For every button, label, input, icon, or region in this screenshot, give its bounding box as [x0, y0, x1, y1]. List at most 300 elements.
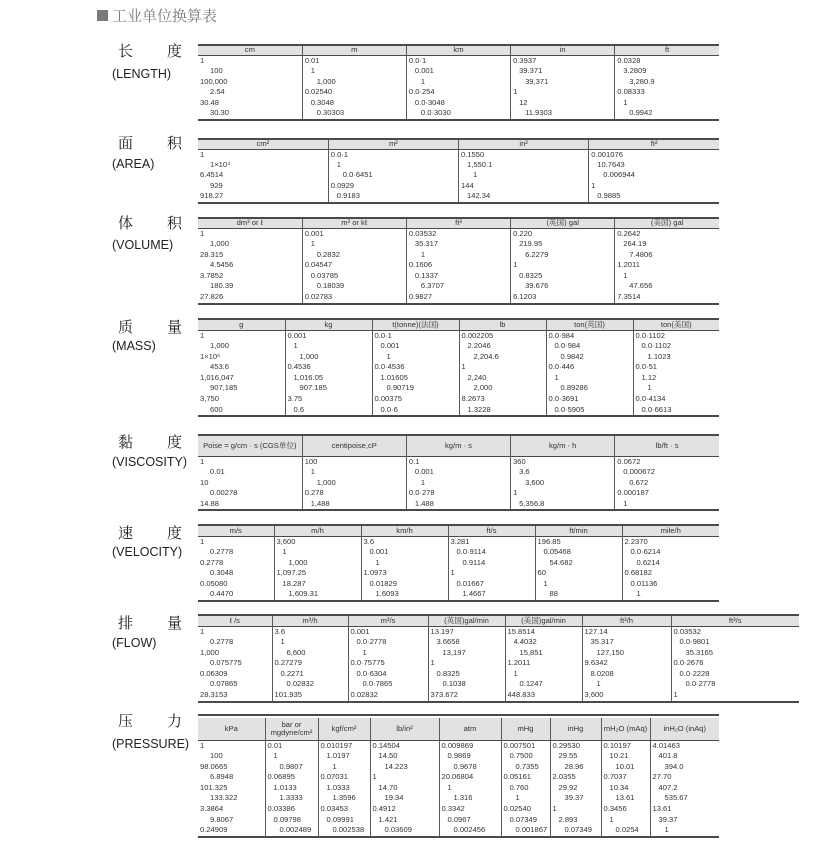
- area-column-header: ft²: [589, 139, 719, 149]
- mass-column-header: ton(美国): [633, 319, 719, 330]
- velocity-column-header: m/s: [198, 525, 274, 536]
- length-table-cell: 100: [210, 66, 223, 76]
- area-table-cell: 0.006944: [589, 170, 719, 180]
- flow-table-cell: 0.03532: [671, 626, 799, 637]
- flow-table-cell: 4.4032: [505, 637, 582, 648]
- viscosity-table-cell: 0.000672: [615, 467, 719, 478]
- mass-table-cell: 3,750: [200, 394, 220, 404]
- area-label-cn-char: 面: [118, 134, 134, 152]
- velocity-table-cell: 0.68182: [622, 568, 719, 579]
- pressure-column-header: lb/in²: [370, 718, 439, 740]
- viscosity-table-cell: 1.488: [406, 499, 510, 511]
- viscosity-table-cell: 5,356.8: [511, 499, 615, 511]
- mass-table-row: [198, 341, 719, 352]
- mass-table-cell: 1,000: [285, 352, 372, 363]
- pressure-table-cell: 0.7500: [501, 751, 550, 762]
- mass-table-cell: 453.6: [210, 362, 230, 372]
- mass-table-row: [198, 383, 719, 394]
- flow-table-cell: 3.6658: [428, 637, 505, 648]
- mass-column-header: lb: [459, 319, 546, 330]
- mass-label-cn-char: 量: [166, 318, 182, 336]
- pressure-table-cell: 0.10197: [601, 740, 650, 751]
- pressure-label-en: (PRESSURE): [112, 737, 190, 751]
- velocity-table-cell: 1: [448, 568, 535, 579]
- mass-table-cell: 0.4536: [285, 362, 372, 373]
- volume-table-cell: 6.1203: [511, 292, 615, 304]
- pressure-table-cell: 0.3342: [439, 804, 501, 815]
- length-label-cn-char: 长: [118, 42, 134, 60]
- viscosity-table-cell: 1: [406, 478, 510, 489]
- pressure-column-header: kgf/cm²: [318, 718, 370, 740]
- area-table-cell: 0.0·6451: [328, 170, 458, 180]
- velocity-table-cell: 1,000: [274, 558, 361, 569]
- velocity-table-cell: 0.05080: [200, 578, 228, 588]
- viscosity-column-header: centipoise,cP: [302, 435, 406, 456]
- page-title: [97, 5, 217, 26]
- flow-table-cell: 0.02832: [348, 690, 428, 702]
- area-table-row: [198, 160, 719, 170]
- length-table-cell: 39.371: [511, 66, 615, 77]
- mass-table-cell: 0.0·1102: [633, 341, 719, 352]
- flow-table-row: [198, 658, 799, 669]
- velocity-table-cell: 0.6214: [622, 558, 719, 569]
- pressure-table-cell: 14.223: [370, 762, 439, 773]
- mass-table-cell: 0.89286: [546, 383, 633, 394]
- pressure-table-cell: 1: [318, 762, 370, 773]
- velocity-table-cell: 0.9114: [448, 558, 535, 569]
- pressure-table: [198, 718, 719, 838]
- flow-table-cell: 0.0·2778: [671, 679, 799, 690]
- flow-table-cell: 0.0·7865: [348, 679, 428, 690]
- flow-label-cn: [118, 612, 182, 633]
- length-table-cell: 100,000: [200, 76, 228, 86]
- title-square-icon: [97, 10, 108, 21]
- viscosity-table: [198, 434, 719, 511]
- flow-table-cell: 1,000: [200, 647, 220, 657]
- volume-table-cell: 39.676: [511, 281, 615, 292]
- pressure-table-cell: 0.06895: [265, 772, 318, 783]
- length-column-header: ft: [615, 45, 719, 55]
- viscosity-table-cell: 1: [200, 456, 205, 466]
- volume-table-cell: 47.656: [615, 281, 719, 292]
- area-table-cell: 929: [210, 180, 223, 190]
- area-table-cell: 0.0·1: [328, 149, 458, 160]
- volume-table-cell: 35.317: [406, 239, 510, 250]
- pressure-table-cell: 39.37: [550, 793, 601, 804]
- pressure-table-cell: 0.24909: [200, 825, 228, 835]
- pressure-table-cell: 1.316: [439, 793, 501, 804]
- viscosity-column-header: Poise = g/cm · s (CGS单位): [198, 435, 302, 456]
- pressure-table-cell: 2.893: [550, 815, 601, 826]
- velocity-table-cell: 1: [535, 579, 622, 590]
- area-table-row: [198, 170, 719, 180]
- mass-column-header: kg: [285, 319, 372, 330]
- pressure-table-cell: 0.03609: [370, 825, 439, 837]
- volume-table-row: [198, 239, 719, 250]
- flow-table-row: [198, 626, 799, 637]
- pressure-table-cell: 0.0254: [601, 825, 650, 837]
- length-table-cell: 0.08333: [615, 87, 719, 98]
- area-label-cn-char: 积: [166, 134, 182, 152]
- velocity-table-row: [198, 558, 719, 569]
- volume-table-cell: 1: [302, 239, 406, 250]
- flow-table-cell: 0.001: [348, 626, 428, 637]
- length-table-cell: 39,371: [511, 77, 615, 88]
- mass-table-cell: 1: [459, 362, 546, 373]
- viscosity-table-cell: 3,600: [511, 478, 615, 489]
- length-table-cell: 0.3048: [302, 98, 406, 109]
- mass-table-cell: 0.001: [285, 330, 372, 341]
- volume-table: [198, 217, 719, 305]
- area-label-cn: [118, 132, 182, 153]
- flow-table-row: [198, 679, 799, 690]
- viscosity-column-header: kg/m · h: [511, 435, 615, 456]
- flow-table-cell: 1: [272, 637, 348, 648]
- length-column-header: m: [302, 45, 406, 55]
- volume-table-cell: 0.1606: [406, 260, 510, 271]
- mass-table-cell: 1.12: [633, 373, 719, 384]
- mass-label-cn: [118, 316, 182, 337]
- flow-table-cell: 3,600: [582, 690, 671, 702]
- volume-column-header: (美国) gal: [615, 218, 719, 228]
- pressure-table-cell: 0.7037: [601, 772, 650, 783]
- area-table-row: [198, 149, 719, 160]
- volume-table-cell: 219.95: [511, 239, 615, 250]
- pressure-table-cell: 6.8948: [210, 772, 234, 782]
- length-table-cell: 3,280.9: [615, 77, 719, 88]
- length-column-header: cm: [198, 45, 302, 55]
- flow-column-header: ℓ /s: [198, 615, 272, 626]
- length-table-cell: 0.001: [406, 66, 510, 77]
- volume-table-row: [198, 271, 719, 282]
- pressure-table-cell: 1: [265, 751, 318, 762]
- flow-table-row: [198, 648, 799, 659]
- length-column-header: in: [511, 45, 615, 55]
- pressure-table-cell: 0.01: [265, 740, 318, 751]
- pressure-table-cell: 14.50: [370, 751, 439, 762]
- velocity-table-row: [198, 536, 719, 547]
- mass-table-cell: 0.0·446: [546, 362, 633, 373]
- mass-table-row: [198, 352, 719, 363]
- flow-column-header: m³/h: [272, 615, 348, 626]
- mass-label-cn-char: 质: [118, 318, 134, 336]
- pressure-table-cell: 0.07349: [501, 815, 550, 826]
- pressure-table-cell: 0.007501: [501, 740, 550, 751]
- volume-label-cn: [118, 212, 182, 233]
- pressure-table-cell: 0.760: [501, 783, 550, 794]
- pressure-table-cell: 0.14504: [370, 740, 439, 751]
- volume-table-cell: 6.3707: [406, 281, 510, 292]
- pressure-table-cell: 1.0197: [318, 751, 370, 762]
- length-table-row: [198, 87, 719, 98]
- volume-table-row: [198, 250, 719, 261]
- mass-table-cell: 1.3228: [459, 405, 546, 417]
- viscosity-table-row: [198, 499, 719, 511]
- length-table-cell: 30.30: [210, 108, 230, 118]
- length-table-row: [198, 108, 719, 120]
- mass-table-cell: 2,240: [459, 373, 546, 384]
- mass-table-cell: 2.2046: [459, 341, 546, 352]
- area-table: [198, 138, 719, 204]
- mass-label-en: (MASS): [112, 339, 156, 353]
- mass-table-cell: 0.0·984: [546, 330, 633, 341]
- flow-table-cell: 6,600: [272, 648, 348, 659]
- pressure-table-cell: 1: [550, 804, 601, 815]
- length-table-cell: 0.02540: [302, 87, 406, 98]
- pressure-table-cell: 3.3864: [200, 804, 224, 814]
- flow-table-cell: 127.14: [582, 626, 671, 637]
- mass-table-cell: 0.9842: [546, 352, 633, 363]
- mass-table-cell: 0.00375: [372, 394, 459, 405]
- area-table-cell: 144: [459, 181, 589, 191]
- mass-table-cell: 0.90719: [372, 383, 459, 394]
- mass-table: [198, 318, 719, 417]
- pressure-table-cell: 27.70: [650, 772, 719, 783]
- flow-table-cell: 13.197: [428, 626, 505, 637]
- flow-table-cell: 0.0·6304: [348, 669, 428, 680]
- volume-column-header: ft³: [406, 218, 510, 228]
- volume-table-cell: 0.03785: [302, 271, 406, 282]
- flow-table-cell: 1: [348, 648, 428, 659]
- mass-table-row: [198, 405, 719, 417]
- pressure-table-row: [198, 762, 719, 773]
- volume-table-cell: 28.315: [200, 249, 224, 259]
- mass-column-header: g: [198, 319, 285, 330]
- volume-table-cell: 7.4806: [615, 250, 719, 261]
- mass-table-cell: 1: [372, 352, 459, 363]
- length-table-row: [198, 98, 719, 109]
- pressure-label-cn-char: 力: [166, 712, 182, 730]
- volume-column-header: m³ or kℓ: [302, 218, 406, 228]
- volume-table-cell: 0.220: [511, 228, 615, 239]
- pressure-table-cell: 0.09798: [265, 815, 318, 826]
- pressure-table-row: [198, 804, 719, 815]
- length-table-row: [198, 55, 719, 66]
- flow-table-cell: 0.1247: [505, 679, 582, 690]
- length-label-cn-char: 度: [166, 42, 182, 60]
- velocity-label-cn-char: 度: [166, 524, 182, 542]
- length-table-cell: 0.30303: [302, 108, 406, 120]
- length-table-cell: 2.54: [210, 87, 225, 97]
- velocity-column-header: ft/min: [535, 525, 622, 536]
- volume-table-cell: 6.2279: [511, 250, 615, 261]
- mass-table-cell: 0.0·6613: [633, 405, 719, 417]
- pressure-table-cell: 0.001867: [501, 825, 550, 837]
- volume-table-cell: 180.39: [210, 281, 234, 291]
- velocity-table-cell: 54.682: [535, 558, 622, 569]
- viscosity-table-cell: 0.1: [406, 456, 510, 467]
- length-table-cell: 30.48: [200, 97, 220, 107]
- pressure-table-cell: 1: [439, 783, 501, 794]
- velocity-label-cn-char: 速: [118, 524, 134, 542]
- volume-label-en: (VOLUME): [112, 238, 174, 252]
- mass-table-cell: 2,000: [459, 383, 546, 394]
- pressure-column-header: inH₂O (inAq): [650, 718, 719, 740]
- flow-table-cell: 0.27279: [272, 658, 348, 669]
- pressure-table-cell: 39.37: [650, 815, 719, 826]
- flow-label-cn-char: 排: [118, 614, 134, 632]
- mass-table-cell: 907.185: [285, 383, 372, 394]
- volume-table-row: [198, 228, 719, 239]
- pressure-table-cell: 1.3596: [318, 793, 370, 804]
- velocity-column-header: m/h: [274, 525, 361, 536]
- area-table-cell: 0.9183: [328, 191, 458, 202]
- pressure-table-cell: 0.4912: [370, 804, 439, 815]
- velocity-table-cell: 0.2778: [200, 557, 224, 567]
- velocity-table-cell: 3.6: [361, 536, 448, 547]
- area-label-en: (AREA): [112, 157, 155, 171]
- pressure-table-cell: 535.67: [650, 793, 719, 804]
- pressure-table-cell: 0.07031: [318, 772, 370, 783]
- pressure-table-cell: 1.3333: [265, 793, 318, 804]
- length-table-cell: 11.9303: [511, 108, 615, 120]
- volume-table-cell: 1: [615, 271, 719, 282]
- volume-table-cell: 0.2642: [615, 228, 719, 239]
- velocity-table-cell: 0.001: [361, 547, 448, 558]
- velocity-table-cell: 1,097.25: [274, 568, 361, 579]
- flow-table-cell: 8.0208: [582, 669, 671, 680]
- pressure-table-cell: 0.7355: [501, 762, 550, 773]
- velocity-column-header: ft/s: [448, 525, 535, 536]
- volume-table-cell: 1,000: [210, 239, 230, 249]
- volume-table-cell: 0.001: [302, 228, 406, 239]
- length-table-row: [198, 66, 719, 77]
- mass-table-cell: 0.0·4536: [372, 362, 459, 373]
- flow-table-cell: 1: [505, 669, 582, 680]
- velocity-table-cell: 0.05468: [535, 547, 622, 558]
- velocity-table-cell: 18.287: [274, 579, 361, 590]
- volume-table-row: [198, 281, 719, 292]
- viscosity-table-row: [198, 478, 719, 489]
- pressure-table-row: [198, 783, 719, 794]
- velocity-table-cell: 1,609.31: [274, 589, 361, 601]
- viscosity-label-cn-char: 黏: [118, 433, 134, 451]
- pressure-column-header: mH₂O (mAq): [601, 718, 650, 740]
- viscosity-table-cell: 0.278: [302, 488, 406, 499]
- mass-table-row: [198, 373, 719, 384]
- flow-table: [198, 614, 799, 703]
- flow-column-header: ft³/s: [671, 615, 799, 626]
- length-table-cell: 1: [200, 55, 205, 65]
- pressure-table-cell: 9.8067: [210, 814, 234, 824]
- volume-table-cell: 1.2011: [615, 260, 719, 271]
- flow-table-cell: 9.6342: [582, 658, 671, 669]
- pressure-table-cell: 1: [200, 740, 205, 750]
- pressure-table-cell: 0.9678: [439, 762, 501, 773]
- pressure-table-cell: 0.3456: [601, 804, 650, 815]
- flow-table-cell: 0.2271: [272, 669, 348, 680]
- pressure-table-cell: 20.06804: [439, 772, 501, 783]
- viscosity-table-cell: 1: [511, 488, 615, 499]
- mass-table-cell: 0.0·4134: [633, 394, 719, 405]
- velocity-table-cell: 1.6093: [361, 589, 448, 601]
- length-table-cell: 0.0·3030: [406, 108, 510, 120]
- flow-table-cell: 0.0·2228: [671, 669, 799, 680]
- flow-table-cell: 35.317: [582, 637, 671, 648]
- area-table-cell: 142.34: [459, 191, 589, 202]
- mass-column-header: t(tonne)(法国): [372, 319, 459, 330]
- pressure-column-header: kPa: [198, 718, 265, 740]
- pressure-table-cell: 0.002538: [318, 825, 370, 837]
- pressure-table-row: [198, 825, 719, 837]
- viscosity-label-cn: [118, 431, 182, 452]
- velocity-table-row: [198, 589, 719, 601]
- volume-table-cell: 4.5456: [210, 260, 234, 270]
- mass-table-cell: 0.001: [372, 341, 459, 352]
- length-table-cell: 0.0·1: [406, 55, 510, 66]
- flow-table-cell: 1: [582, 679, 671, 690]
- area-table-cell: 0.0929: [328, 181, 458, 191]
- pressure-table-cell: 101.325: [200, 782, 228, 792]
- mass-table-cell: 0.0·1102: [633, 330, 719, 341]
- velocity-table-cell: 2.2370: [622, 536, 719, 547]
- pressure-table-cell: 401.8: [650, 751, 719, 762]
- flow-table-cell: 1: [200, 626, 205, 636]
- mass-table-cell: 1,000: [210, 341, 230, 351]
- mass-table-cell: 1,016,047: [200, 372, 234, 382]
- velocity-table-cell: 0.01667: [448, 579, 535, 590]
- viscosity-table-cell: 1,488: [302, 499, 406, 511]
- volume-table-cell: 0.04547: [302, 260, 406, 271]
- pressure-table-cell: 0.002456: [439, 825, 501, 837]
- mass-table-cell: 3.75: [285, 394, 372, 405]
- velocity-table-cell: 60: [535, 568, 622, 579]
- pressure-table-cell: 0.9869: [439, 751, 501, 762]
- mass-table-cell: 907,185: [210, 383, 238, 393]
- mass-table-cell: 0.0·5905: [546, 405, 633, 417]
- pressure-table-cell: 1.0133: [265, 783, 318, 794]
- mass-table-cell: 0.0·6: [372, 405, 459, 417]
- velocity-table-row: [198, 568, 719, 579]
- mass-table-cell: 1×10⁶: [200, 351, 221, 361]
- flow-label-en: (FLOW): [112, 636, 157, 650]
- viscosity-table-cell: 0.000187: [615, 488, 719, 499]
- mass-table-cell: 600: [210, 404, 223, 414]
- velocity-table-cell: 1: [622, 589, 719, 601]
- mass-table-cell: 1.01605: [372, 373, 459, 384]
- area-table-cell: 1: [200, 149, 205, 159]
- pressure-table-cell: 1: [501, 793, 550, 804]
- volume-table-cell: 0.9827: [406, 292, 510, 304]
- flow-table-cell: 0.02832: [272, 679, 348, 690]
- mass-table-cell: 0.6: [285, 405, 372, 417]
- velocity-table-cell: 0.2778: [210, 547, 234, 557]
- velocity-table-row: [198, 547, 719, 558]
- pressure-table-cell: 0.009869: [439, 740, 501, 751]
- velocity-table-row: [198, 579, 719, 590]
- pressure-table-cell: 1: [601, 815, 650, 826]
- length-table: [198, 44, 719, 121]
- area-table-cell: 0.1550: [459, 149, 589, 160]
- velocity-table-cell: 1: [361, 558, 448, 569]
- pressure-table-cell: 19.34: [370, 793, 439, 804]
- flow-table-cell: 373.672: [428, 690, 505, 702]
- pressure-table-cell: 1.0333: [318, 783, 370, 794]
- viscosity-table-cell: 0.0·278: [406, 488, 510, 499]
- flow-table-cell: 3.6: [272, 626, 348, 637]
- area-table-cell: 1: [328, 160, 458, 170]
- viscosity-column-header: kg/m · s: [406, 435, 510, 456]
- pressure-label-cn-char: 压: [118, 712, 134, 730]
- viscosity-table-cell: 0.0672: [615, 456, 719, 467]
- area-table-cell: 0.9885: [589, 191, 719, 202]
- mass-table-cell: 0.0·51: [633, 362, 719, 373]
- flow-column-header: ft³/h: [582, 615, 671, 626]
- flow-table-cell: 15,851: [505, 648, 582, 659]
- length-table-row: [198, 77, 719, 88]
- velocity-table-cell: 0.0·9114: [448, 547, 535, 558]
- flow-table-cell: 0.1038: [428, 679, 505, 690]
